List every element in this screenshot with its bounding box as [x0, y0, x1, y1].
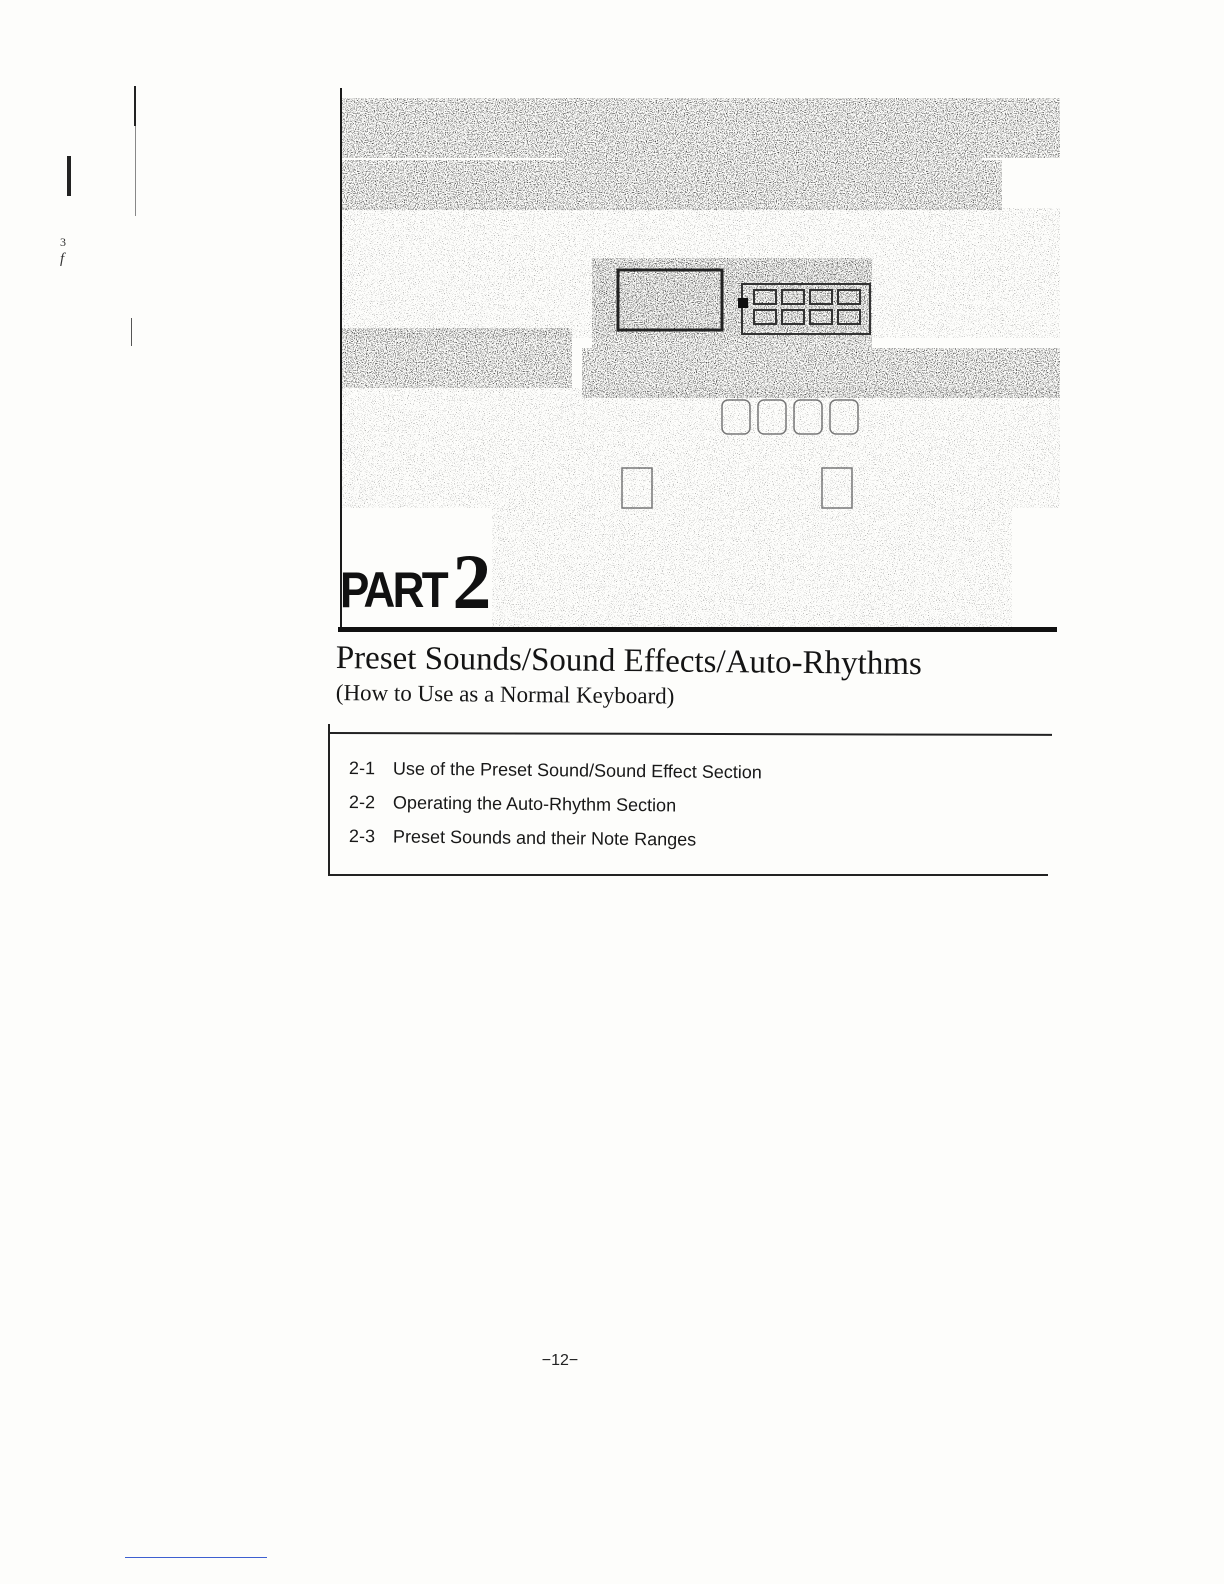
contents-item-2-1 [349, 751, 762, 789]
scan-edge-line [125, 1557, 267, 1558]
contents-item-2-2 [349, 785, 762, 823]
page-number: −12− [541, 1352, 579, 1369]
contents-item-label: Preset Sounds and their Note Ranges [392, 825, 697, 850]
contents-item-2-3 [349, 819, 762, 857]
margin-glyph-top: 3 [60, 235, 66, 249]
section-subtitle: (How to Use as a Normal Keyboard) [335, 680, 675, 709]
contents-top-rule [330, 732, 1052, 736]
part-word: PART [340, 562, 446, 618]
contents-item-label: Use of the Preset Sound/Sound Effect Section [392, 757, 762, 782]
contents-item-number: 2-3 [348, 825, 376, 846]
contents-item-number: 2-2 [348, 791, 376, 812]
photo-bottom-rule [338, 627, 1057, 632]
contents-list [349, 751, 762, 853]
contents-left-rule [328, 724, 330, 874]
contents-item-number: 2-1 [348, 757, 376, 778]
margin-scan-line-lower [131, 318, 132, 346]
contents-item-label: Operating the Auto-Rhythm Section [392, 791, 677, 815]
margin-binding-mark [67, 156, 71, 196]
contents-bottom-rule [328, 874, 1048, 876]
section-title: Preset Sounds/Sound Effects/Auto-Rhythms [335, 640, 923, 683]
part-heading [340, 538, 492, 625]
part-number: 2 [452, 538, 492, 625]
margin-scan-line-faint [135, 126, 136, 216]
margin-scan-line-top [134, 86, 136, 126]
margin-glyph-bottom: f [60, 251, 65, 267]
